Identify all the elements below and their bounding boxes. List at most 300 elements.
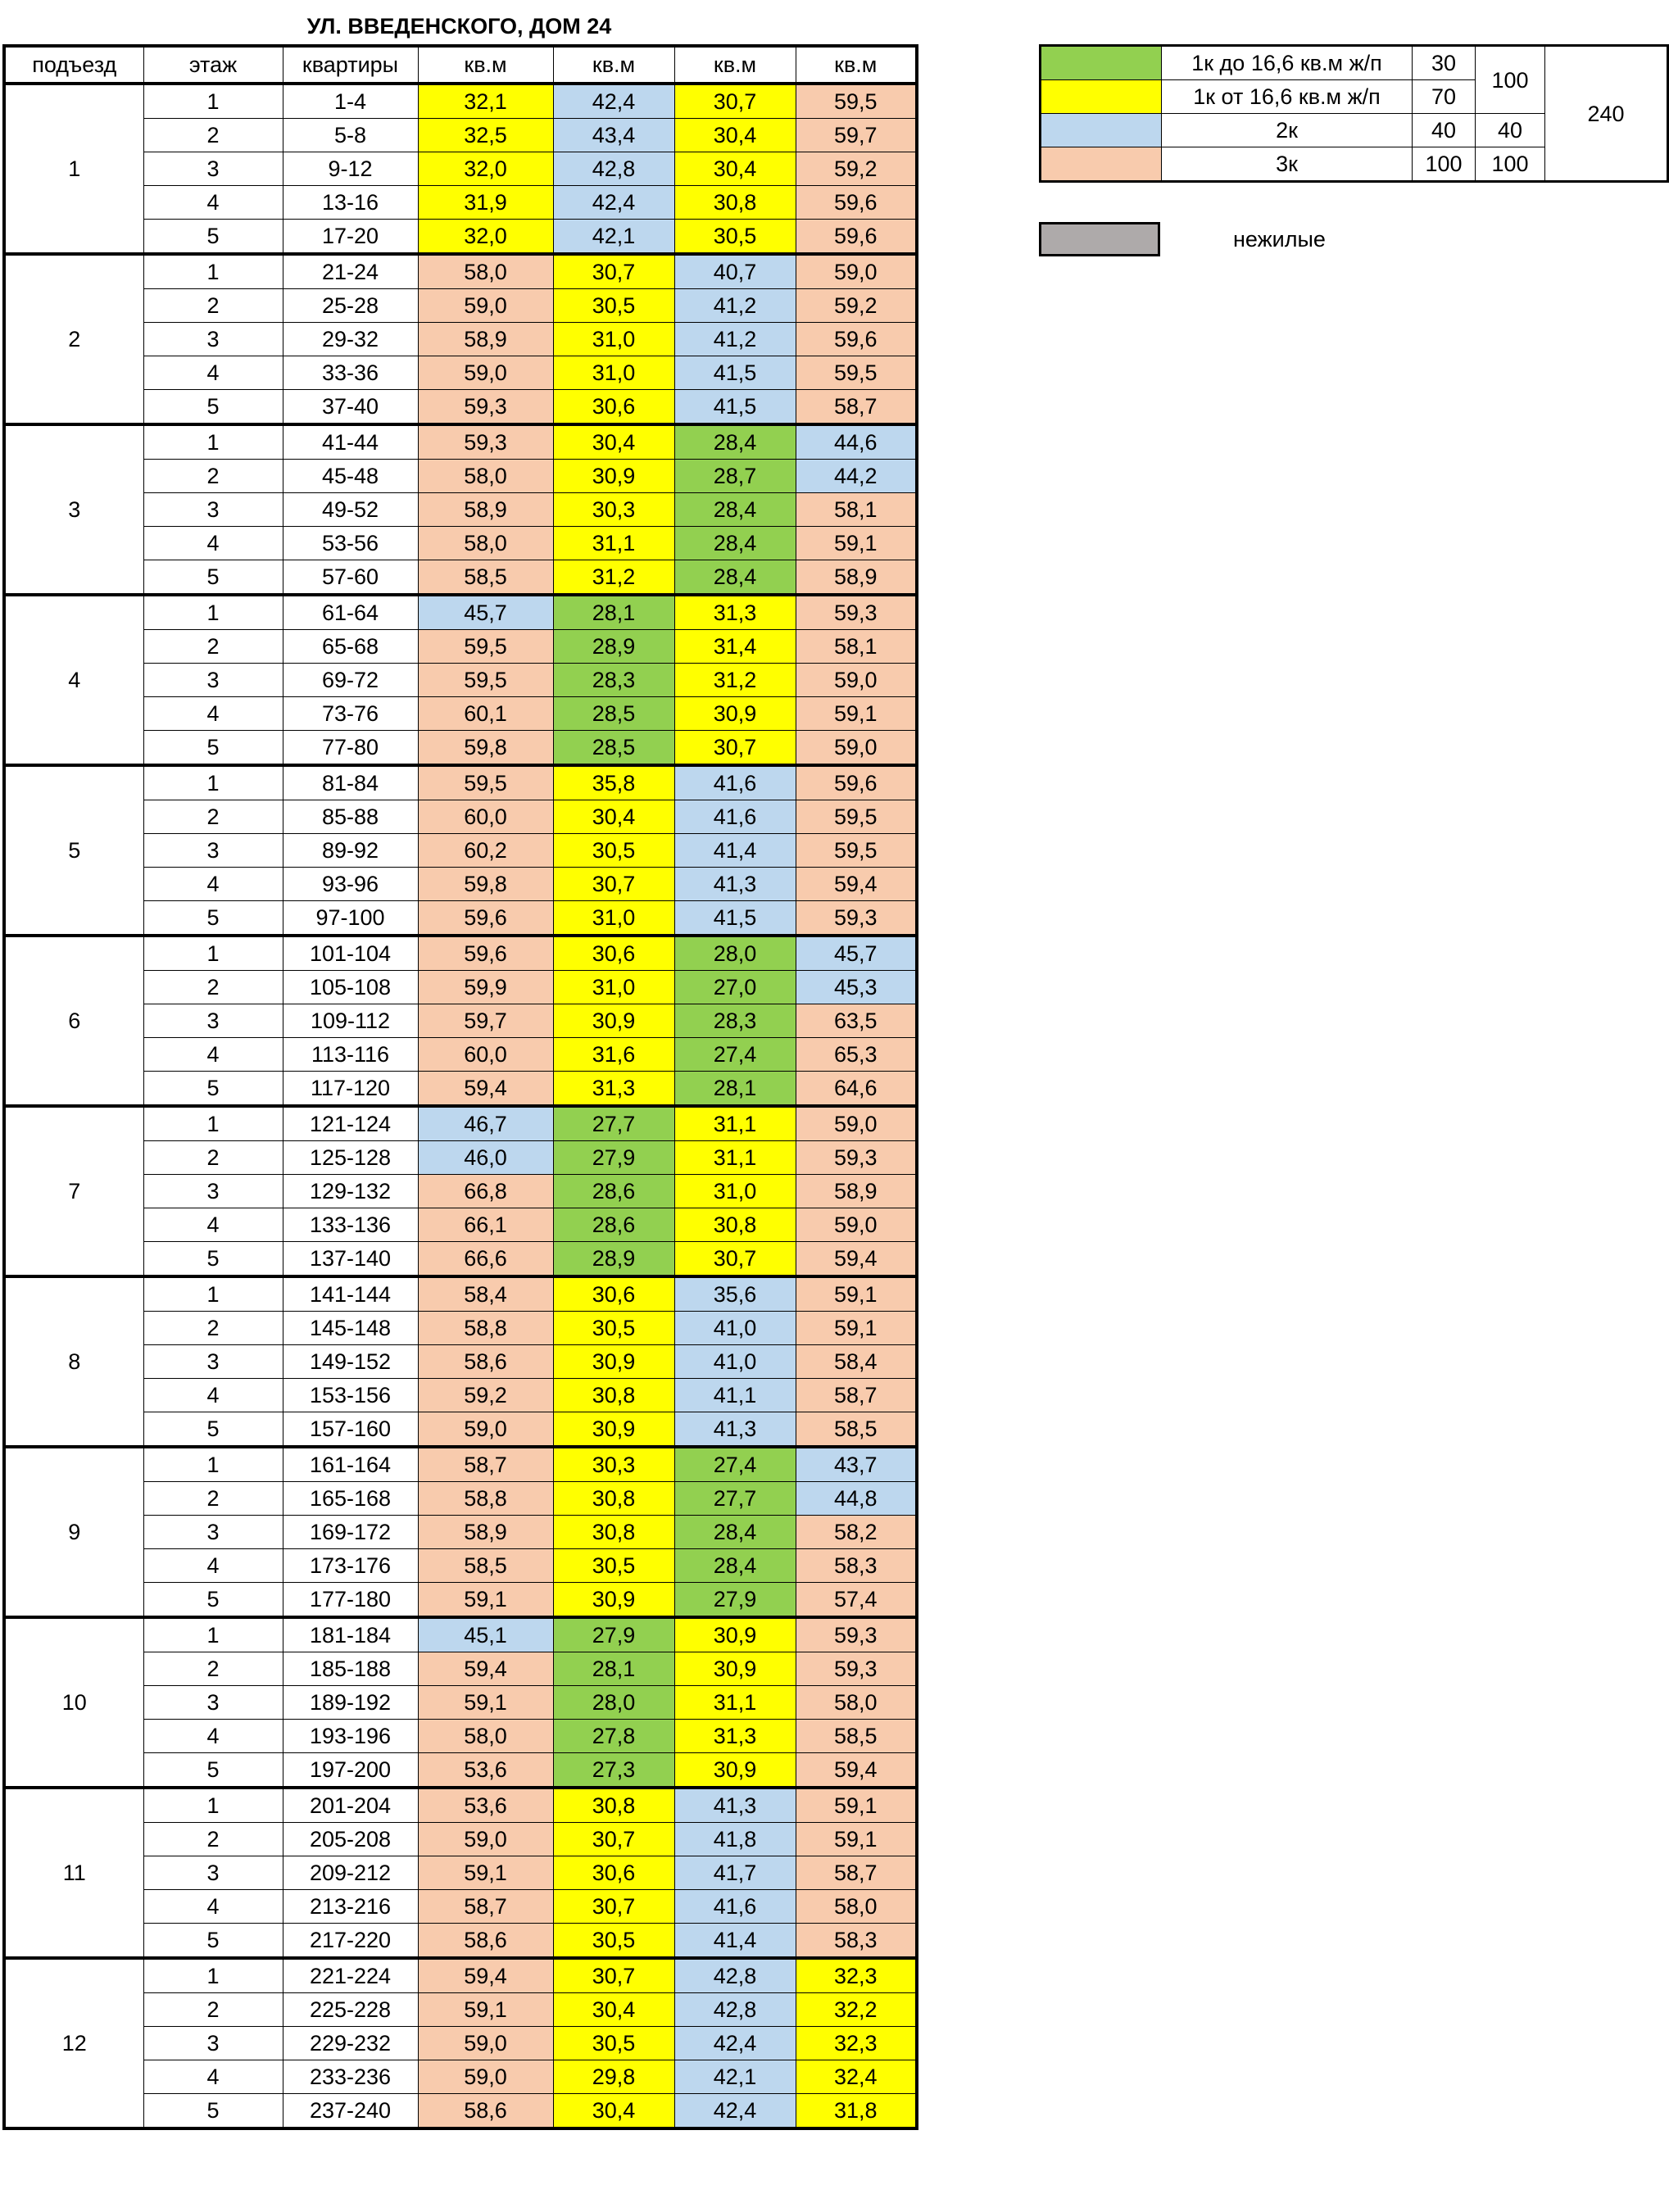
apartments-cell: 173-176 (283, 1549, 418, 1583)
area-cell: 28,4 (674, 424, 796, 460)
area-cell: 42,4 (674, 2094, 796, 2129)
table-row (4, 936, 917, 971)
entrance-number: 3 (4, 424, 143, 595)
apartments-cell: 213-216 (283, 1890, 418, 1924)
area-cell: 28,9 (553, 630, 674, 664)
apartments-cell: 145-148 (283, 1312, 418, 1345)
area-cell: 58,8 (418, 1312, 553, 1345)
floor-cell: 1 (143, 424, 283, 460)
area-cell: 28,1 (553, 595, 674, 630)
area-cell: 59,6 (796, 323, 917, 356)
area-cell: 59,4 (418, 1072, 553, 1107)
area-cell: 59,7 (796, 119, 917, 152)
floor-cell: 5 (143, 1583, 283, 1618)
area-cell: 30,5 (553, 1924, 674, 1959)
area-cell: 59,1 (796, 1312, 917, 1345)
floor-cell: 3 (143, 1345, 283, 1379)
entrance-number: 7 (4, 1106, 143, 1276)
area-cell: 28,7 (674, 460, 796, 493)
area-cell: 28,9 (553, 1242, 674, 1277)
area-cell: 42,4 (553, 84, 674, 119)
area-cell: 30,4 (553, 800, 674, 834)
entrance-number: 8 (4, 1276, 143, 1447)
area-cell: 59,1 (796, 1788, 917, 1823)
area-cell: 59,6 (418, 936, 553, 971)
area-cell: 45,7 (418, 595, 553, 630)
area-cell: 59,6 (418, 901, 553, 936)
apartments-cell: 177-180 (283, 1583, 418, 1618)
legend-swatch-peach (1041, 147, 1162, 182)
area-cell: 60,1 (418, 697, 553, 731)
entrance-number: 2 (4, 254, 143, 424)
floor-cell: 1 (143, 1617, 283, 1652)
area-cell: 30,7 (674, 1242, 796, 1277)
table-row (4, 1447, 917, 1482)
area-cell: 59,0 (418, 356, 553, 390)
area-cell: 30,7 (553, 868, 674, 901)
floor-cell: 4 (143, 697, 283, 731)
area-cell: 30,4 (553, 2094, 674, 2129)
floor-cell: 5 (143, 560, 283, 596)
area-cell: 58,5 (418, 560, 553, 596)
area-cell: 59,9 (418, 971, 553, 1004)
area-cell: 66,8 (418, 1175, 553, 1208)
area-cell: 30,7 (553, 254, 674, 289)
area-cell: 27,9 (674, 1583, 796, 1618)
area-cell: 30,7 (553, 1890, 674, 1924)
area-cell: 30,5 (553, 2027, 674, 2060)
area-cell: 59,0 (418, 2060, 553, 2094)
floor-cell: 2 (143, 1652, 283, 1686)
legend-row-1k-small (1041, 46, 1668, 80)
legend-swatch-yellow (1041, 80, 1162, 114)
area-cell: 41,8 (674, 1823, 796, 1856)
area-cell: 42,1 (674, 2060, 796, 2094)
area-cell: 46,0 (418, 1141, 553, 1175)
area-cell: 30,4 (553, 1993, 674, 2027)
area-cell: 30,9 (553, 1583, 674, 1618)
apartments-cell: 117-120 (283, 1072, 418, 1107)
apartments-cell: 165-168 (283, 1482, 418, 1516)
area-cell: 27,7 (553, 1106, 674, 1141)
apartments-cell: 193-196 (283, 1720, 418, 1753)
area-cell: 44,2 (796, 460, 917, 493)
area-cell: 30,9 (674, 1753, 796, 1788)
floor-cell: 3 (143, 1175, 283, 1208)
entrance-number: 11 (4, 1788, 143, 1958)
area-cell: 27,9 (553, 1141, 674, 1175)
area-cell: 58,6 (418, 1924, 553, 1959)
legend-group-3k: 100 (1476, 147, 1545, 182)
area-cell: 59,5 (418, 765, 553, 800)
area-cell: 28,0 (553, 1686, 674, 1720)
area-cell: 41,4 (674, 834, 796, 868)
area-cell: 59,7 (418, 1004, 553, 1038)
floor-cell: 2 (143, 1993, 283, 2027)
legend-swatch-green (1041, 46, 1162, 80)
area-cell: 53,6 (418, 1788, 553, 1823)
floor-cell: 1 (143, 1106, 283, 1141)
area-cell: 59,6 (796, 220, 917, 255)
area-cell: 31,1 (674, 1686, 796, 1720)
area-cell: 58,5 (796, 1412, 917, 1448)
apartments-cell: 69-72 (283, 664, 418, 697)
area-cell: 31,0 (553, 323, 674, 356)
floor-cell: 1 (143, 765, 283, 800)
area-cell: 31,0 (553, 971, 674, 1004)
floor-cell: 3 (143, 1686, 283, 1720)
area-cell: 58,0 (418, 527, 553, 560)
floor-cell: 4 (143, 1208, 283, 1242)
floor-cell: 5 (143, 1753, 283, 1788)
table-row (4, 1617, 917, 1652)
area-cell: 41,6 (674, 765, 796, 800)
area-cell: 30,5 (674, 220, 796, 255)
area-cell: 59,5 (796, 800, 917, 834)
area-cell: 28,3 (553, 664, 674, 697)
apartments-cell: 137-140 (283, 1242, 418, 1277)
area-cell: 59,0 (418, 289, 553, 323)
apartments-cell: 101-104 (283, 936, 418, 971)
area-cell: 59,1 (418, 1856, 553, 1890)
apartments-cell: 53-56 (283, 527, 418, 560)
area-cell: 31,3 (553, 1072, 674, 1107)
floor-cell: 4 (143, 1720, 283, 1753)
area-cell: 58,5 (418, 1549, 553, 1583)
apartments-cell: 73-76 (283, 697, 418, 731)
floor-cell: 1 (143, 1447, 283, 1482)
apartments-cell: 237-240 (283, 2094, 418, 2129)
area-cell: 31,4 (674, 630, 796, 664)
area-cell: 31,2 (553, 560, 674, 596)
area-cell: 63,5 (796, 1004, 917, 1038)
header-area-4: кв.м (796, 46, 917, 84)
area-cell: 30,9 (553, 460, 674, 493)
area-cell: 59,1 (796, 697, 917, 731)
apartments-cell: 37-40 (283, 390, 418, 425)
area-cell: 31,9 (418, 186, 553, 220)
area-cell: 29,8 (553, 2060, 674, 2094)
area-cell: 58,5 (796, 1720, 917, 1753)
area-cell: 30,7 (553, 1958, 674, 1993)
area-cell: 41,3 (674, 1412, 796, 1448)
area-cell: 58,7 (796, 390, 917, 425)
area-cell: 28,6 (553, 1208, 674, 1242)
apartments-cell: 13-16 (283, 186, 418, 220)
area-cell: 59,5 (796, 356, 917, 390)
area-cell: 44,6 (796, 424, 917, 460)
apartments-cell: 49-52 (283, 493, 418, 527)
area-cell: 59,5 (418, 630, 553, 664)
apartments-cell: 85-88 (283, 800, 418, 834)
area-cell: 58,4 (796, 1345, 917, 1379)
area-cell: 59,3 (796, 901, 917, 936)
area-cell: 41,5 (674, 390, 796, 425)
area-cell: 31,0 (674, 1175, 796, 1208)
table-row (4, 424, 917, 460)
area-cell: 32,0 (418, 220, 553, 255)
area-cell: 28,5 (553, 697, 674, 731)
header-row (4, 46, 917, 84)
header-floor: этаж (143, 46, 283, 84)
area-cell: 59,4 (796, 1242, 917, 1277)
apartments-cell: 141-144 (283, 1276, 418, 1312)
area-cell: 28,6 (553, 1175, 674, 1208)
apartments-cell: 57-60 (283, 560, 418, 596)
floor-cell: 1 (143, 1788, 283, 1823)
area-cell: 58,6 (418, 1345, 553, 1379)
area-cell: 42,8 (674, 1958, 796, 1993)
floor-cell: 1 (143, 1958, 283, 1993)
area-cell: 59,2 (418, 1379, 553, 1412)
floor-cell: 3 (143, 2027, 283, 2060)
apartments-cell: 81-84 (283, 765, 418, 800)
area-cell: 30,7 (553, 1823, 674, 1856)
area-cell: 30,5 (553, 1312, 674, 1345)
floor-cell: 2 (143, 1482, 283, 1516)
area-cell: 30,8 (553, 1379, 674, 1412)
apartments-cell: 217-220 (283, 1924, 418, 1959)
floor-cell: 3 (143, 664, 283, 697)
floor-cell: 4 (143, 1038, 283, 1072)
area-cell: 30,7 (674, 84, 796, 119)
apartments-cell: 221-224 (283, 1958, 418, 1993)
area-cell: 30,6 (553, 390, 674, 425)
area-cell: 30,6 (553, 1856, 674, 1890)
entrance-number: 5 (4, 765, 143, 936)
area-cell: 58,9 (796, 560, 917, 596)
area-cell: 58,3 (796, 1549, 917, 1583)
apartments-cell: 153-156 (283, 1379, 418, 1412)
legend-count: 40 (1413, 114, 1476, 147)
area-cell: 59,5 (796, 84, 917, 119)
legend-total: 240 (1545, 46, 1668, 182)
apartments-cell: 129-132 (283, 1175, 418, 1208)
apartments-cell: 77-80 (283, 731, 418, 766)
area-cell: 46,7 (418, 1106, 553, 1141)
floor-cell: 2 (143, 1823, 283, 1856)
floor-cell: 4 (143, 1379, 283, 1412)
area-cell: 31,2 (674, 664, 796, 697)
apartments-cell: 93-96 (283, 868, 418, 901)
area-cell: 35,6 (674, 1276, 796, 1312)
table-row (4, 1958, 917, 1993)
area-cell: 58,8 (418, 1482, 553, 1516)
apartments-cell: 61-64 (283, 595, 418, 630)
floor-cell: 1 (143, 1276, 283, 1312)
area-cell: 41,4 (674, 1924, 796, 1959)
area-cell: 58,7 (418, 1890, 553, 1924)
floor-cell: 5 (143, 390, 283, 425)
entrance-number: 10 (4, 1617, 143, 1788)
apartments-cell: 201-204 (283, 1788, 418, 1823)
header-area-2: кв.м (553, 46, 674, 84)
area-cell: 32,4 (796, 2060, 917, 2094)
area-cell: 59,6 (796, 765, 917, 800)
apartments-table (2, 44, 918, 2130)
area-cell: 58,9 (418, 1516, 553, 1549)
area-cell: 59,3 (796, 1617, 917, 1652)
area-cell: 30,4 (553, 424, 674, 460)
area-cell: 41,0 (674, 1312, 796, 1345)
area-cell: 58,2 (796, 1516, 917, 1549)
apartments-cell: 105-108 (283, 971, 418, 1004)
area-cell: 43,7 (796, 1447, 917, 1482)
area-cell: 28,4 (674, 1516, 796, 1549)
table-row (4, 84, 917, 119)
legend-table (1039, 44, 1669, 183)
floor-cell: 4 (143, 527, 283, 560)
area-cell: 27,4 (674, 1038, 796, 1072)
floor-cell: 2 (143, 630, 283, 664)
apartments-cell: 17-20 (283, 220, 418, 255)
area-cell: 45,3 (796, 971, 917, 1004)
area-cell: 58,0 (796, 1890, 917, 1924)
area-cell: 30,4 (674, 119, 796, 152)
apartments-cell: 209-212 (283, 1856, 418, 1890)
floor-cell: 5 (143, 1412, 283, 1448)
area-cell: 30,3 (553, 1447, 674, 1482)
area-cell: 59,0 (796, 254, 917, 289)
floor-cell: 1 (143, 254, 283, 289)
floor-cell: 4 (143, 1549, 283, 1583)
area-cell: 59,8 (418, 868, 553, 901)
legend-nonresidential-label: нежилые (1233, 227, 1326, 252)
area-cell: 28,0 (674, 936, 796, 971)
area-cell: 30,5 (553, 289, 674, 323)
area-cell: 30,9 (674, 697, 796, 731)
area-cell: 59,4 (418, 1652, 553, 1686)
area-cell: 45,7 (796, 936, 917, 971)
apartments-cell: 169-172 (283, 1516, 418, 1549)
apartments-cell: 5-8 (283, 119, 418, 152)
area-cell: 28,4 (674, 527, 796, 560)
area-cell: 59,1 (796, 1276, 917, 1312)
floor-cell: 2 (143, 119, 283, 152)
entrance-number: 9 (4, 1447, 143, 1617)
area-cell: 30,5 (553, 834, 674, 868)
area-cell: 32,2 (796, 1993, 917, 2027)
area-cell: 43,4 (553, 119, 674, 152)
apartments-cell: 185-188 (283, 1652, 418, 1686)
apartments-cell: 157-160 (283, 1412, 418, 1448)
area-cell: 59,3 (418, 390, 553, 425)
apartments-cell: 21-24 (283, 254, 418, 289)
header-area-3: кв.м (674, 46, 796, 84)
header-entrance: подъезд (4, 46, 143, 84)
area-cell: 45,1 (418, 1617, 553, 1652)
area-cell: 59,8 (418, 731, 553, 766)
apartments-cell: 109-112 (283, 1004, 418, 1038)
area-cell: 59,0 (418, 1412, 553, 1448)
floor-cell: 2 (143, 1312, 283, 1345)
legend-label: 1к от 16,6 кв.м ж/п (1162, 80, 1413, 114)
area-cell: 41,5 (674, 901, 796, 936)
area-cell: 30,5 (553, 1549, 674, 1583)
area-cell: 30,9 (553, 1412, 674, 1448)
legend-count: 100 (1413, 147, 1476, 182)
legend-group-2k: 40 (1476, 114, 1545, 147)
area-cell: 30,6 (553, 936, 674, 971)
area-cell: 58,9 (418, 323, 553, 356)
floor-cell: 2 (143, 460, 283, 493)
area-cell: 59,4 (796, 1753, 917, 1788)
area-cell: 59,1 (418, 1583, 553, 1618)
area-cell: 58,0 (418, 1720, 553, 1753)
area-cell: 58,0 (796, 1686, 917, 1720)
apartments-cell: 181-184 (283, 1617, 418, 1652)
legend-label: 2к (1162, 114, 1413, 147)
area-cell: 58,0 (418, 460, 553, 493)
area-cell: 65,3 (796, 1038, 917, 1072)
floor-cell: 3 (143, 1516, 283, 1549)
area-cell: 30,8 (553, 1516, 674, 1549)
area-cell: 59,0 (418, 2027, 553, 2060)
area-cell: 31,3 (674, 595, 796, 630)
area-cell: 44,8 (796, 1482, 917, 1516)
floor-cell: 2 (143, 289, 283, 323)
area-cell: 27,9 (553, 1617, 674, 1652)
area-cell: 31,8 (796, 2094, 917, 2129)
apartments-cell: 9-12 (283, 152, 418, 186)
area-cell: 66,1 (418, 1208, 553, 1242)
area-cell: 31,0 (553, 901, 674, 936)
area-cell: 58,6 (418, 2094, 553, 2129)
area-cell: 42,8 (553, 152, 674, 186)
area-cell: 41,2 (674, 289, 796, 323)
area-cell: 58,0 (418, 254, 553, 289)
area-cell: 59,5 (796, 834, 917, 868)
area-cell: 31,3 (674, 1720, 796, 1753)
area-cell: 30,9 (553, 1345, 674, 1379)
apartments-cell: 125-128 (283, 1141, 418, 1175)
apartments-cell: 197-200 (283, 1753, 418, 1788)
area-cell: 59,6 (796, 186, 917, 220)
area-cell: 41,3 (674, 1788, 796, 1823)
floor-cell: 5 (143, 1924, 283, 1959)
area-cell: 59,2 (796, 152, 917, 186)
area-cell: 28,1 (674, 1072, 796, 1107)
area-cell: 28,3 (674, 1004, 796, 1038)
table-row (4, 765, 917, 800)
area-cell: 42,1 (553, 220, 674, 255)
apartments-cell: 225-228 (283, 1993, 418, 2027)
area-cell: 30,8 (674, 186, 796, 220)
entrance-number: 1 (4, 84, 143, 254)
area-cell: 59,0 (796, 1208, 917, 1242)
legend-swatch-blue (1041, 114, 1162, 147)
table-row (4, 254, 917, 289)
area-cell: 30,9 (674, 1652, 796, 1686)
legend-count: 30 (1413, 46, 1476, 80)
floor-cell: 3 (143, 1004, 283, 1038)
apartments-cell: 233-236 (283, 2060, 418, 2094)
legend-label: 3к (1162, 147, 1413, 182)
header-area-1: кв.м (418, 46, 553, 84)
floor-cell: 5 (143, 220, 283, 255)
entrance-number: 12 (4, 1958, 143, 2128)
area-cell: 30,9 (674, 1617, 796, 1652)
area-cell: 28,4 (674, 560, 796, 596)
table-row (4, 1276, 917, 1312)
area-cell: 32,0 (418, 152, 553, 186)
sheet-title: УЛ. ВВЕДЕНСКОГО, ДОМ 24 (306, 14, 612, 39)
area-cell: 31,6 (553, 1038, 674, 1072)
area-cell: 57,4 (796, 1583, 917, 1618)
area-cell: 59,1 (796, 527, 917, 560)
apartments-cell: 113-116 (283, 1038, 418, 1072)
area-cell: 59,0 (418, 1823, 553, 1856)
